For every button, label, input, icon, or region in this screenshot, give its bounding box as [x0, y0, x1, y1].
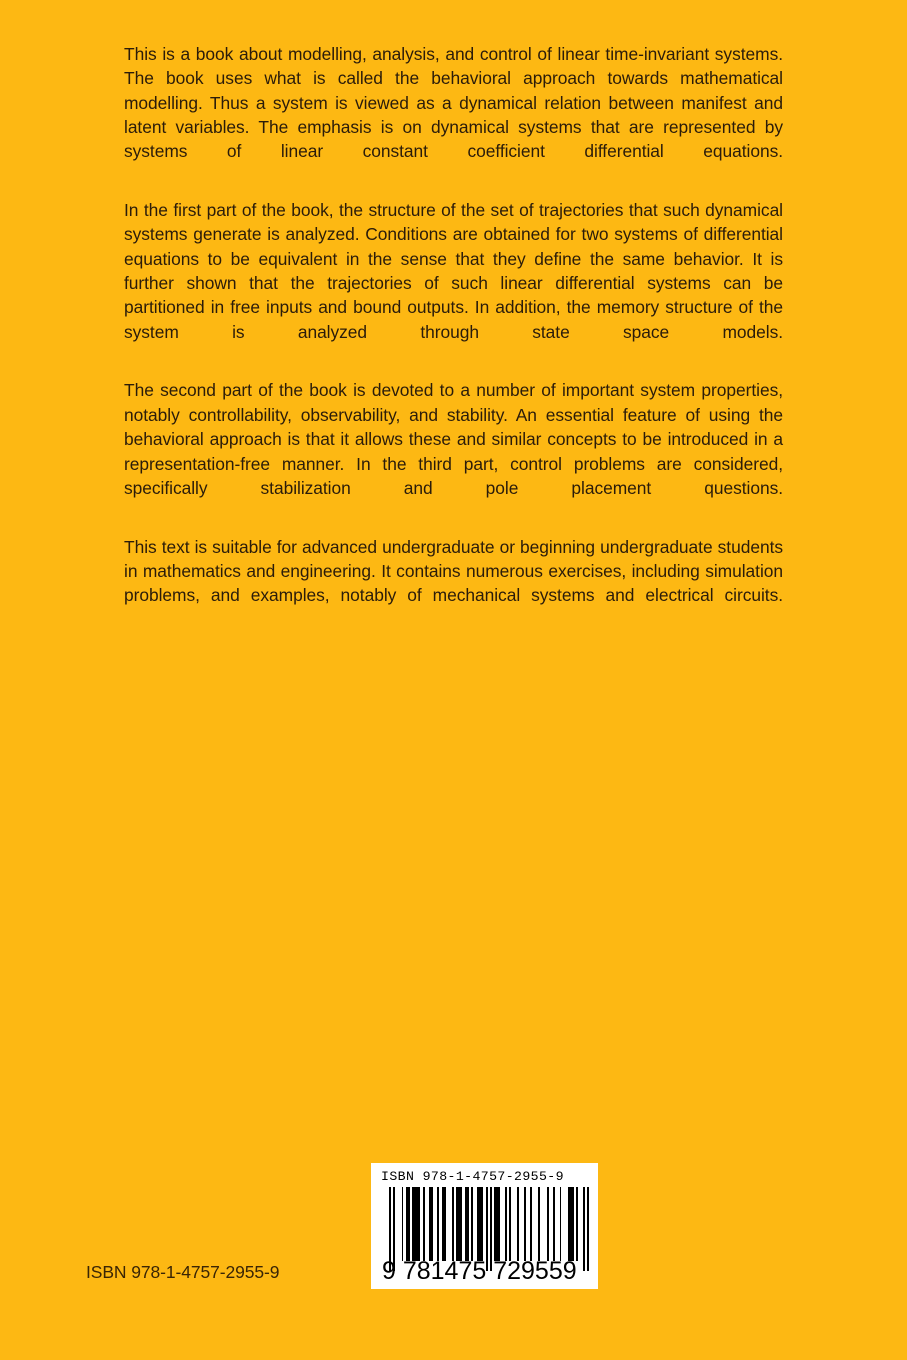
blurb-paragraph-1: This is a book about modelling, analysis, and control of linear time-invariant systems. The book uses what is called the behavioral approach towards mathematical modelling. Thus a system is viewed as a dynamical relation between manifest and latent variables. The emphasis is on dynamical systems that are represented by systems of linear constant coefficient differential equations. [124, 44, 783, 162]
barcode-bar [452, 1187, 454, 1261]
barcode-bar [477, 1187, 483, 1261]
barcode-bar [509, 1187, 511, 1261]
isbn-text: ISBN 978-1-4757-2955-9 [86, 1262, 280, 1282]
barcode-bar [412, 1187, 420, 1261]
barcode-bar [429, 1187, 433, 1261]
barcode-bar [505, 1187, 507, 1261]
barcode-bar [576, 1187, 578, 1261]
barcode-bar [494, 1187, 500, 1261]
barcode-bar [524, 1187, 526, 1261]
barcode-bar [423, 1187, 425, 1261]
barcode-bar [587, 1187, 589, 1271]
barcode-bar [442, 1187, 446, 1261]
barcode [371, 1163, 598, 1289]
barcode-bar [538, 1187, 540, 1261]
barcode-digits: 9 781475 729559 [382, 1257, 577, 1285]
blurb-paragraph-3: The second part of the book is devoted to a number of important system properties, notably controllability, observability, and stability. An essential feature of using the behavioral approach is that it allows these and similar concepts to be introduced in a representation-free manner. In the third part, control problems are considered, specifically stabilization and pole placement questions. [124, 380, 783, 498]
barcode-bar [437, 1187, 439, 1261]
barcode-bar [465, 1187, 469, 1261]
blurb-paragraph-2: In the first part of the book, the structure of the set of trajectories that such dynamical systems generate is analyzed. Conditions are obtained for two systems of differential equations to be equivalent in the sense that they define the same behavior. It is further shown that the trajectories of such linear differential systems can be partitioned in free inputs and bound outputs. In addition, the memory structure of the system is analyzed through state space models. [124, 200, 783, 342]
barcode-bar [402, 1187, 404, 1261]
barcode-bar [471, 1187, 473, 1261]
barcode-bar [553, 1187, 555, 1261]
back-cover-blurb [124, 42, 783, 632]
barcode-bar [568, 1187, 574, 1261]
barcode-bar [560, 1187, 562, 1261]
barcode-bar [406, 1187, 410, 1261]
barcode-bar [517, 1187, 519, 1261]
barcode-bar [547, 1187, 549, 1261]
barcode-isbn-label: ISBN 978-1-4757-2955-9 [381, 1169, 564, 1184]
blurb-paragraph-4: This text is suitable for advanced undergraduate or beginning undergraduate students in mathematics and engineering. It contains numerous exercises, including simulation problems, and examples, notably of mechanical systems and electrical circuits. [124, 536, 783, 606]
barcode-bar [456, 1187, 462, 1261]
barcode-bar [530, 1187, 532, 1261]
